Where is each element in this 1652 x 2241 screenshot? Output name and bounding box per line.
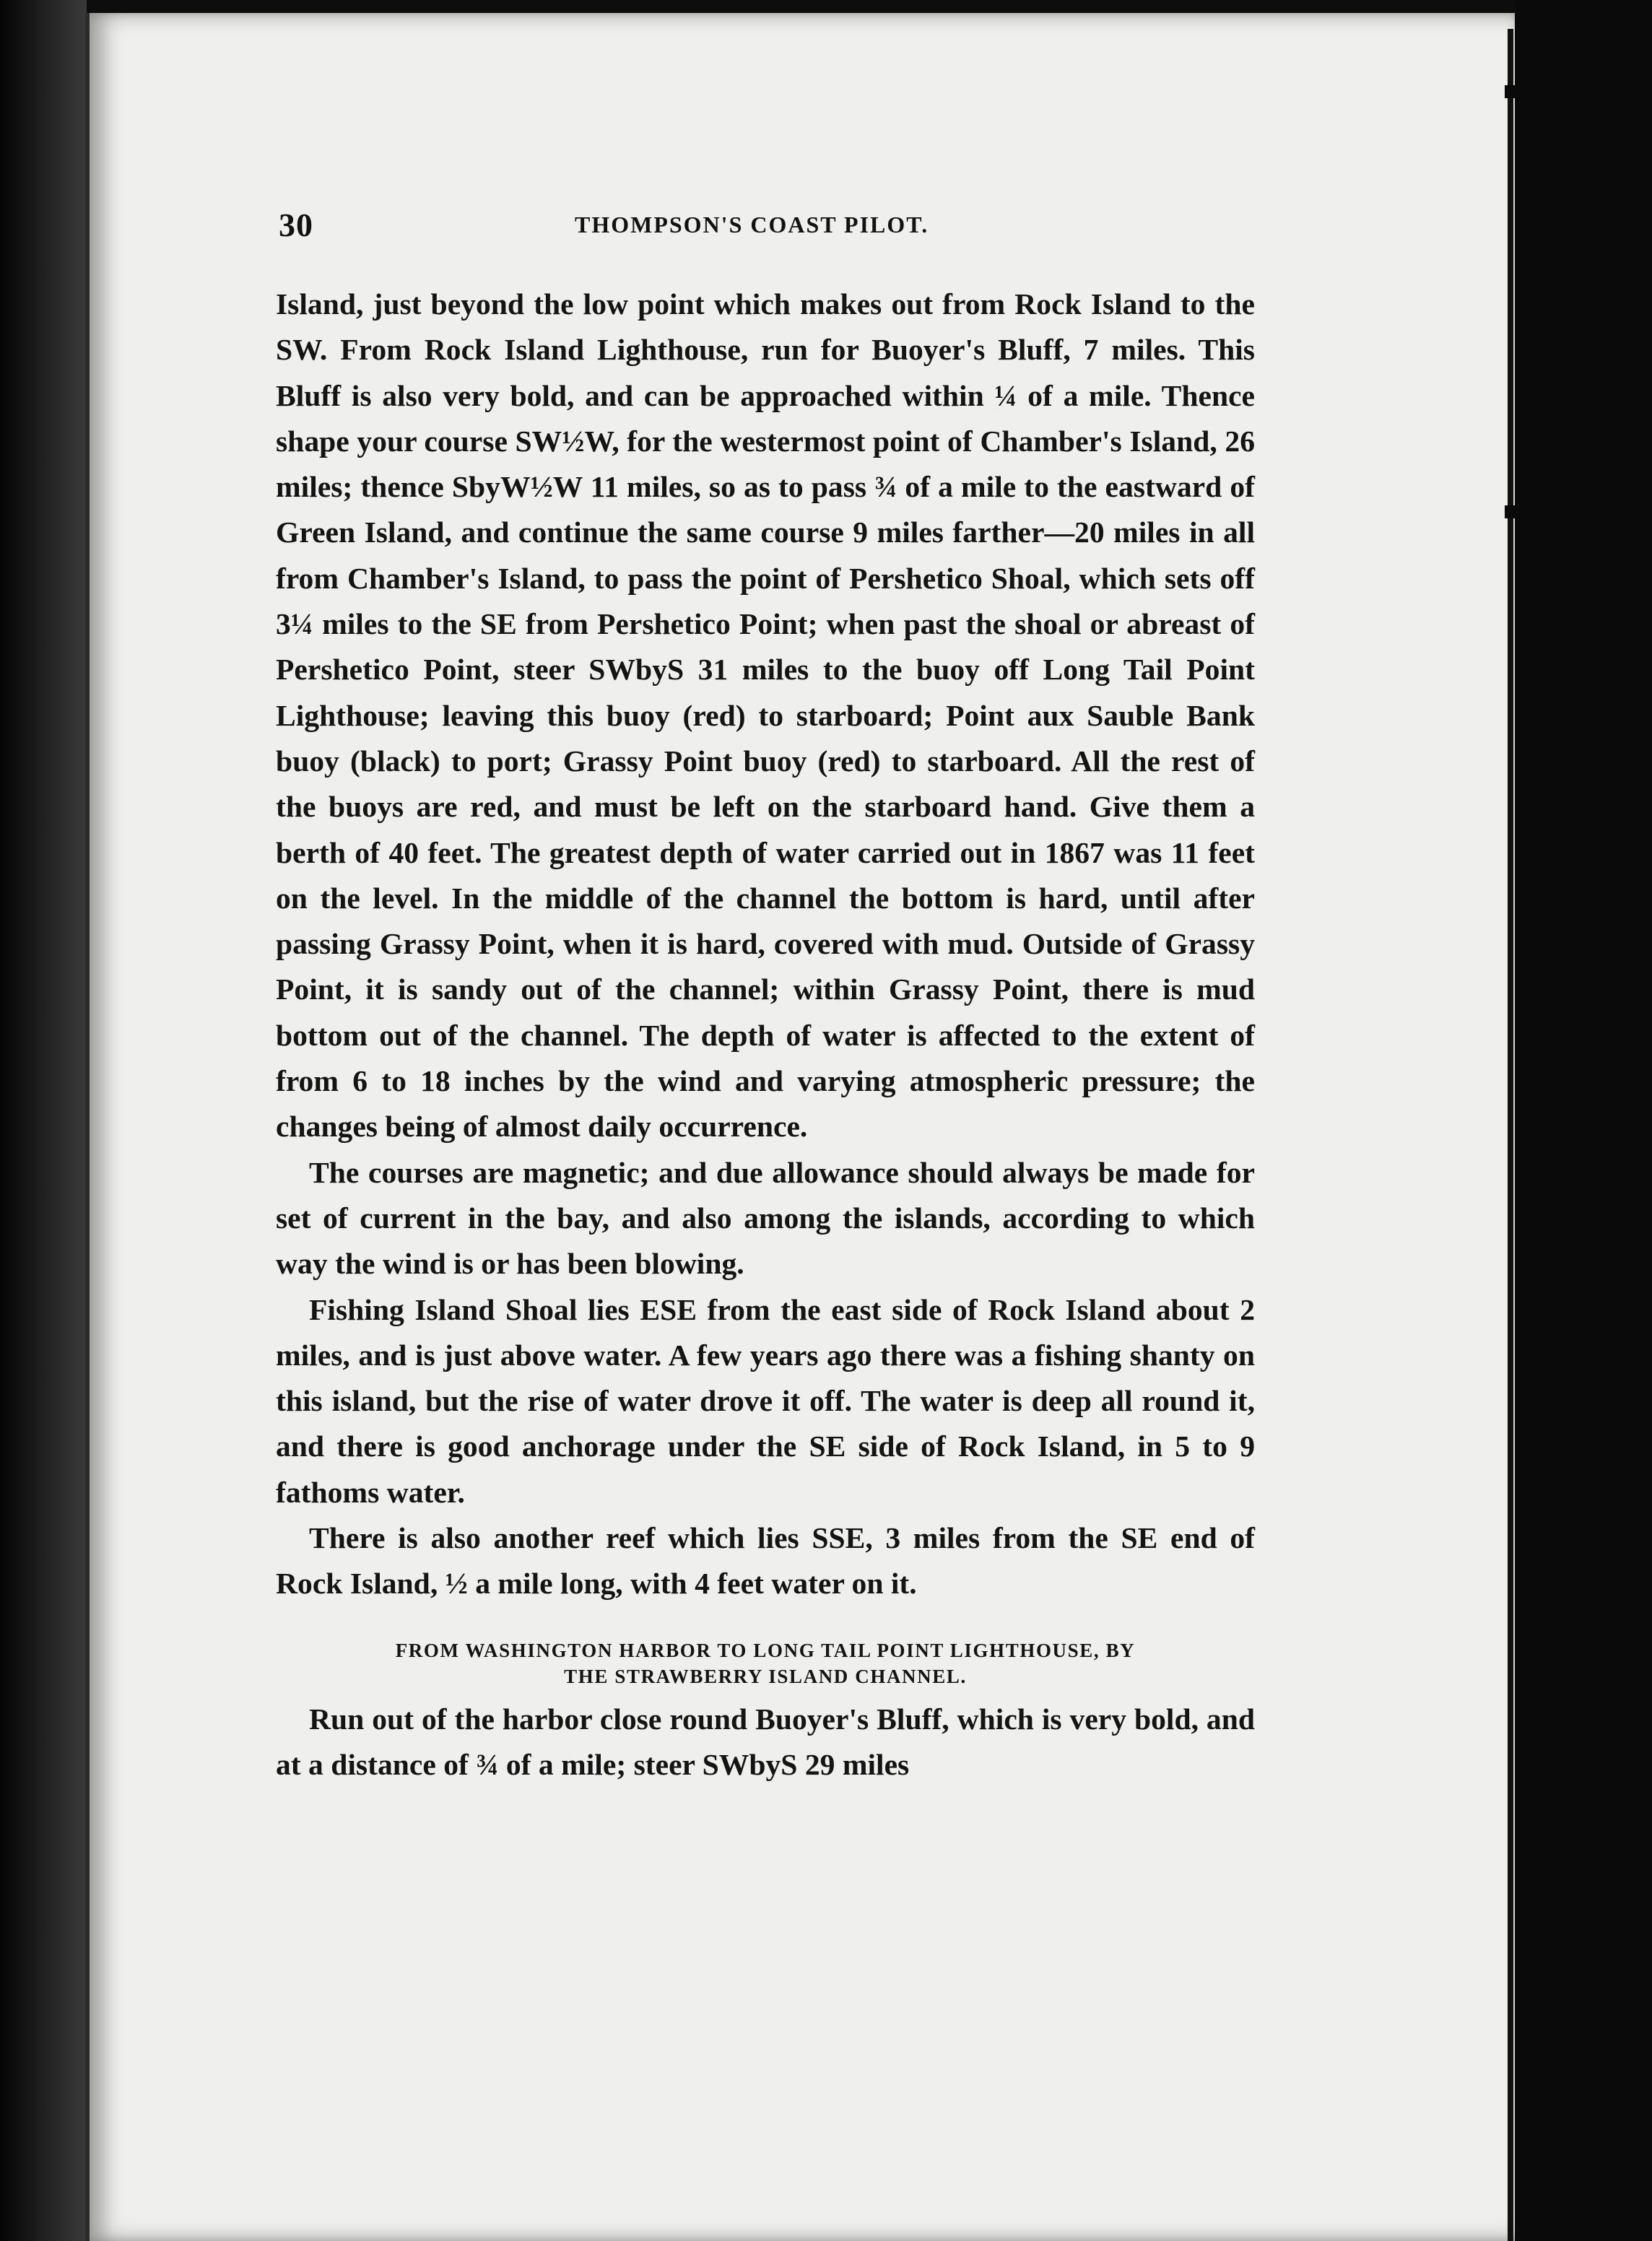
paragraph: Run out of the harbor close round Buoyer's Bluff, which is very bold, and at a distance of ¾ of a mile; steer SWbyS 29 miles [276, 1702, 1255, 1781]
paragraph: There is also another reef which lies SSE, 3 miles from the SE end of Rock Island, ½ a mile long, with 4 feet water on it. [276, 1521, 1255, 1601]
section-heading-line: THE STRAWBERRY ISLAND CHANNEL. [564, 1665, 967, 1687]
right-page-edge [1508, 29, 1513, 2241]
page-number: 30 [279, 206, 313, 243]
running-title: THOMPSON'S COAST PILOT. [575, 212, 929, 238]
section-heading [276, 1637, 1255, 1689]
page-header [279, 206, 1253, 249]
section-heading-line: FROM WASHINGTON HARBOR TO LONG TAIL POINT LIGHTHOUSE, BY [395, 1639, 1136, 1661]
paragraph: The courses are magnetic; and due allowance should always be made for set of current in the bay, and also among the islands, according to which way the wind is or has been blowing. [276, 1155, 1255, 1281]
binding-shadow [0, 0, 87, 2241]
body-text [276, 282, 1255, 1788]
paragraph: Fishing Island Shoal lies ESE from the east side of Rock Island about 2 miles, and is just above water. A few years ago there was a fishing shanty on this island, but the rise of water drove it off. The water is deep all round it, and there is good anchorage under the SE side of Rock Island, in 5 to 9 fathoms water. [276, 1292, 1255, 1509]
scan-background [1515, 0, 1652, 2241]
paragraph: Island, just beyond the low point which makes out from Rock Island to the SW. From Rock Island Lighthouse, run for Buoyer's Bluff, 7 miles. This Bluff is also very bold, and can be approached within ¼ of a mile. Thence shape your course SW½W, for the westermost point of Chamber's Island, 26 miles; thence SbyW½W 11 miles, so as to pass ¾ of a mile to the eastward of Green Island, and continue the same course 9 miles farther—20 miles in all from Chamber's Island, to pass the point of Pershetico Shoal, which sets off 3¼ miles to the SE from Pershetico Point; when past the shoal or abreast of Pershetico Point, steer SWbyS 31 miles to the buoy off Long Tail Point Lighthouse; leaving this buoy (red) to starboard; Point aux Sauble Bank buoy (black) to port; Grassy Point buoy (red) to starboard. All the rest of the buoys are red, and must be left on the starboard hand. Give them a berth of 40 feet. The greatest depth of water carried out in 1867 was 11 feet on the level. In the middle of the channel the bottom is hard, until after passing Grassy Point, when it is hard, covered with mud. Outside of Grassy Point, it is sandy out of the channel; within Grassy Point, there is mud bottom out of the channel. The depth of water is affected to the extent of from 6 to 18 inches by the wind and varying atmospheric pressure; the changes being of almost daily occurrence. [276, 287, 1255, 1144]
